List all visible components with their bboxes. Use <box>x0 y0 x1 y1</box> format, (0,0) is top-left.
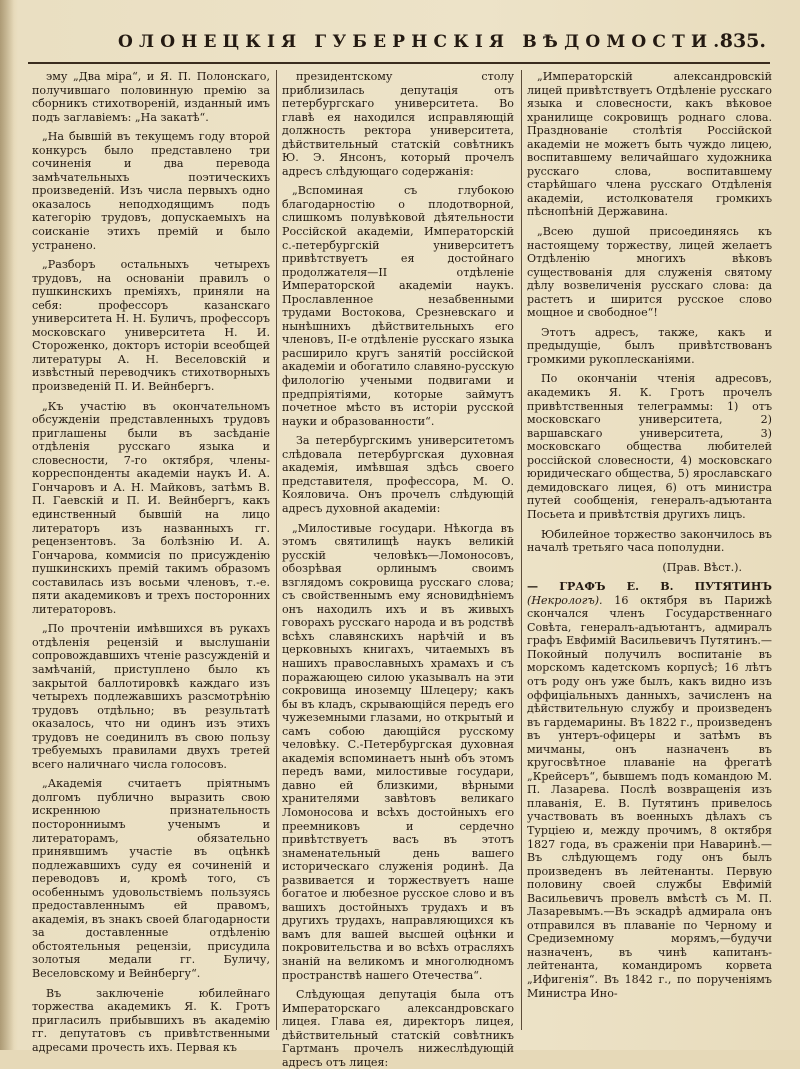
paragraph: За петербургскимъ университетомъ слѣдовала петербургская духовная академія, имѣвшая здѣсь своего представителя, профессора, М. О. Кояловича. Онъ прочелъ слѣдующій адресъ духовной академіи: <box>282 434 514 515</box>
paragraph: „На бывшій въ текущемъ году второй конкурсъ было представлено три сочиненія и два перевода замѣчательныхъ поэтическихъ произведеній. Изъ числа первыхъ одно оказалось неподходящимъ подъ категорію трудовъ, допускаемыхъ на соисканіе этихъ премій и было устранено. <box>32 130 270 252</box>
paragraph: Этотъ адресъ, также, какъ и предыдущіе, былъ привѣтствованъ громкими рукоплесканіями. <box>527 325 772 366</box>
column-1 <box>32 70 271 1054</box>
paragraph: „Милостивые государи. Нѣкогда въ этомъ святилищѣ наукъ великій русскій человѣкъ—Ломоносовъ, обозрѣвая орлинымъ своимъ взглядомъ сокровища русскаго слова; съ свойственнымъ ему ясновидѣніемъ онъ находилъ ихъ и въ живыхъ говорахъ русскаго народа и въ родствѣ всѣхъ славянскихъ нарѣчій и въ церковныхъ книгахъ, читаемыхъ въ нашихъ православныхъ храмахъ и съ поражающею силою указывалъ на эти сокровища иноземцу Шлецеру; какъ бы въ кладъ, скрывающійся передъ его чужеземными глазами, но открытый и самъ собою дающійся русскому человѣку. С.-Петербургская духовная академія вспоминаетъ нынѣ объ этомъ передъ вами, милостивые государи, давно ей близкими, вѣрными хранителями завѣтовъ великаго Ломоносова и всѣхъ достойныхъ его преемниковъ и сердечно привѣтствуетъ васъ въ этотъ знаменательный день вашего историческаго служенія родинѣ. Да развивается и торжествуетъ наше богатое и любезное русское слово и въ вашихъ достойныхъ трудахъ и въ другихъ трудахъ, направляющихся къ вамъ для вашей высшей оцѣнки и покровительства и во всѣхъ отрасляхъ знаній на великомъ и многолюдномъ пространствѣ нашего Отечества“. <box>282 521 514 982</box>
paragraph: По окончаніи чтенія адресовъ, академикъ Я. К. Гротъ прочелъ привѣтственныя телеграммы: 1) отъ московскаго университета, 2) варшавскаго университета, 3) московскаго общества любителей россійской словесности, 4) московскаго юридическаго общества, 5) ярославскаго демидовскаго лицея, 6) отъ министра путей сообщенія, генералъ-адъютанта Посьета и привѣтствія другихъ лицъ. <box>527 372 772 521</box>
column-2 <box>282 70 514 1069</box>
binding-shadow <box>0 0 14 1050</box>
paragraph: „Всею душой присоединяясь къ настоящему торжеству, лицей желаетъ Отдѣленію многихъ вѣковъ существованія для служенія святому дѣлу возвеличенія русскаго слова: да растетъ и ширится русское слово мощное и свободное“! <box>527 225 772 320</box>
paragraph: „Къ участію въ окончательномъ обсужденіи представленныхъ трудовъ приглашены были въ засѣданіе отдѣленія русскаго языка и словесности, 7-го октября, члены-корреспонденты академіи наукъ И. А. Гончаровъ и А. Н. Майковъ, затѣмъ В. П. Гаевскій и П. И. Вейнбергъ, какъ единственный бывшій на лицо литераторъ изъ названныхъ гг. рецензентовъ. За болѣзнію И. А. Гончарова, коммисія по присужденію пушкинскихъ премій такимъ образомъ составилась изъ восьми членовъ, т.-е. пяти академиковъ и трехъ посторонних литераторовъ. <box>32 399 270 616</box>
obituary-subheading: (Некрологъ). <box>527 593 615 607</box>
paragraph: эму „Два міра“, и Я. П. Полонскаго, получившаго половинную премію за сборникъ стихотвореній, изданный имъ подъ заглавіемъ: „На закатѣ“. <box>32 70 270 124</box>
column-3 <box>527 70 772 1030</box>
obituary-heading: — ГРАФЪ Е. В. ПУТЯТИНЪ <box>527 580 772 594</box>
obituary-text: 16 октября въ Парижѣ скончался членъ Государственнаго Совѣта, генералъ-адъютантъ, адмиралъ графъ Евфимій Васильевичъ Путятинъ.—Покойный получилъ воспитаніе въ морскомъ кадетскомъ корпусѣ; 16 лѣтъ отъ роду онъ уже былъ, какъ видно изъ оффиціальныхъ данныхъ, зачисленъ на дѣйствительную службу и произведенъ въ гардемарины. Въ 1822 г., произведенъ въ унтеръ-офицеры и затѣмъ въ мичманы, онъ назначенъ въ кругосвѣтное плаваніе на фрегатѣ „Крейсеръ“, бывшемъ подъ командою М. П. Лазарева. Послѣ возвращенія изъ плаванія, Е. В. Путятинъ привелось участвовать въ военныхъ дѣлахъ съ Турціею и, между прочимъ, 8 октября 1827 года, въ сраженіи при Наваринѣ.—Въ слѣдующемъ году онъ былъ произведенъ въ лейтенанты. Первую половину своей службы Евфимій Васильевичъ провелъ вмѣстѣ съ М. П. Лазаревымъ.—Въ эскадрѣ адмирала онъ отправился въ плаваніе по Черному и Средиземному морямъ,—будучи назначенъ, въ чинѣ капитанъ-лейтенанта, командиромъ корвета „Ифигенія“. Въ 1842 г., по порученіямъ Министра Ино- <box>527 593 772 1000</box>
page-header <box>28 22 770 62</box>
paragraph: „Вспоминая съ глубокою благодарностію о плодотворной, слишкомъ полувѣковой дѣятельности Россійской академіи, Императорскій с.-петербургскій университетъ привѣтствуетъ ея достойнаго продолжателя—II отдѣленіе Императорской академіи наукъ. Прославленное незабвенными трудами Востокова, Срезневскаго и нынѣшнихъ дѣйствительныхъ его членовъ, II-е отдѣленіе русскаго языка расширило кругъ занятій россійской академіи и обогатило славяно-русскую филологію учеными подвигами и предпріятіями, которые займутъ почетное мѣсто въ исторіи русской науки и образованности“. <box>282 184 514 428</box>
source-signature: (Прав. Вѣст.). <box>662 560 742 574</box>
paragraph: Юбилейное торжество закончилось въ началѣ третьяго часа пополудни. <box>527 527 772 555</box>
header-rule <box>28 62 770 64</box>
obituary <box>527 580 772 1000</box>
paragraph: „Академія считаетъ пріятнымъ долгомъ публично выразить свою искреннюю признательность посторонниымъ ученымъ и литераторамъ, обязательно принявшимъ участіе въ оцѣнкѣ подлежавшихъ суду ея сочиненій и переводовъ и, кромѣ того, съ особеннымъ удовольствіемъ пользуясь предоставленнымъ ей правомъ, академія, въ знакъ своей благодарности за доставленные отдѣленію обстоятельныя рецензіи, присудила золотыя медали гг. Буличу, Веселовскому и Вейнбергу“. <box>32 777 271 980</box>
paragraph: „Императорскій александровскій лицей привѣтствуетъ Отдѣленіе русскаго языка и словесности, какъ вѣковое хранилище сокровищъ роднаго слова. Празднованіе столѣтія Россійской академіи не можетъ быть чуждо лицею, воспитавшему величайшаго художника русскаго слова, воспитавшему старѣйшаго члена русскаго Отдѣленія академіи, истолкователя громкихъ пѣснопѣній Державина. <box>527 70 772 219</box>
paragraph: президентскому столу приблизилась депутація отъ петербургскаго университета. Во главѣ ея находился исправляющій должность ректора университета, дѣйствительный статскій совѣтникъ Ю. Э. Янсонъ, который прочелъ адресъ слѣдующаго содержанія: <box>282 70 514 178</box>
paragraph: Въ заключеніе юбилейнаго торжества академикъ Я. К. Гротъ пригласилъ прибывшихъ въ академію гг. депутатовъ съ привѣтственными адресами прочесть ихъ. Первая къ <box>32 986 270 1054</box>
column-divider-1 <box>276 70 277 1030</box>
paragraph: Слѣдующая депутація была отъ Императорскаго александровскаго лицея. Глава ея, директоръ лицея, дѣйствительный статскій совѣтникъ Гартманъ прочелъ нижеслѣдующій адресъ отъ лицея: <box>282 988 514 1069</box>
column-divider-2 <box>521 70 522 1030</box>
paragraph: „Разборъ остальныхъ четырехъ трудовъ, на основаніи правилъ о пушкинскихъ преміяхъ, приняли на себя: профессоръ казанскаго университета Н. Н. Буличъ, профессоръ московскаго университета Н. И. Стороженко, докторъ исторіи всеобщей литературы А. Н. Веселовскій и извѣстный переводчикъ стихотворныхъ произведеній П. И. Вейнбергъ. <box>32 258 270 394</box>
newspaper-title: ОЛОНЕЦКІЯ ГУБЕРНСКІЯ ВѢДОМОСТИ. <box>118 32 726 52</box>
paragraph: „По прочтеніи имѣвшихся въ рукахъ отдѣленія рецензій и выслушаніи сопровождавшихъ чтеніе разсужденій и замѣчаній, приступлено было къ закрытой баллотировкѣ каждаго изъ четырехъ подлежавшихъ разсмотрѣнію трудовъ отдѣльно; въ результатѣ оказалось, что ни одинъ изъ этихъ трудовъ не соединилъ въ свою пользу требуемыхъ правилами двухъ третей всего наличнаго числа голосовъ. <box>32 622 270 771</box>
page-number: 835. <box>719 30 766 52</box>
